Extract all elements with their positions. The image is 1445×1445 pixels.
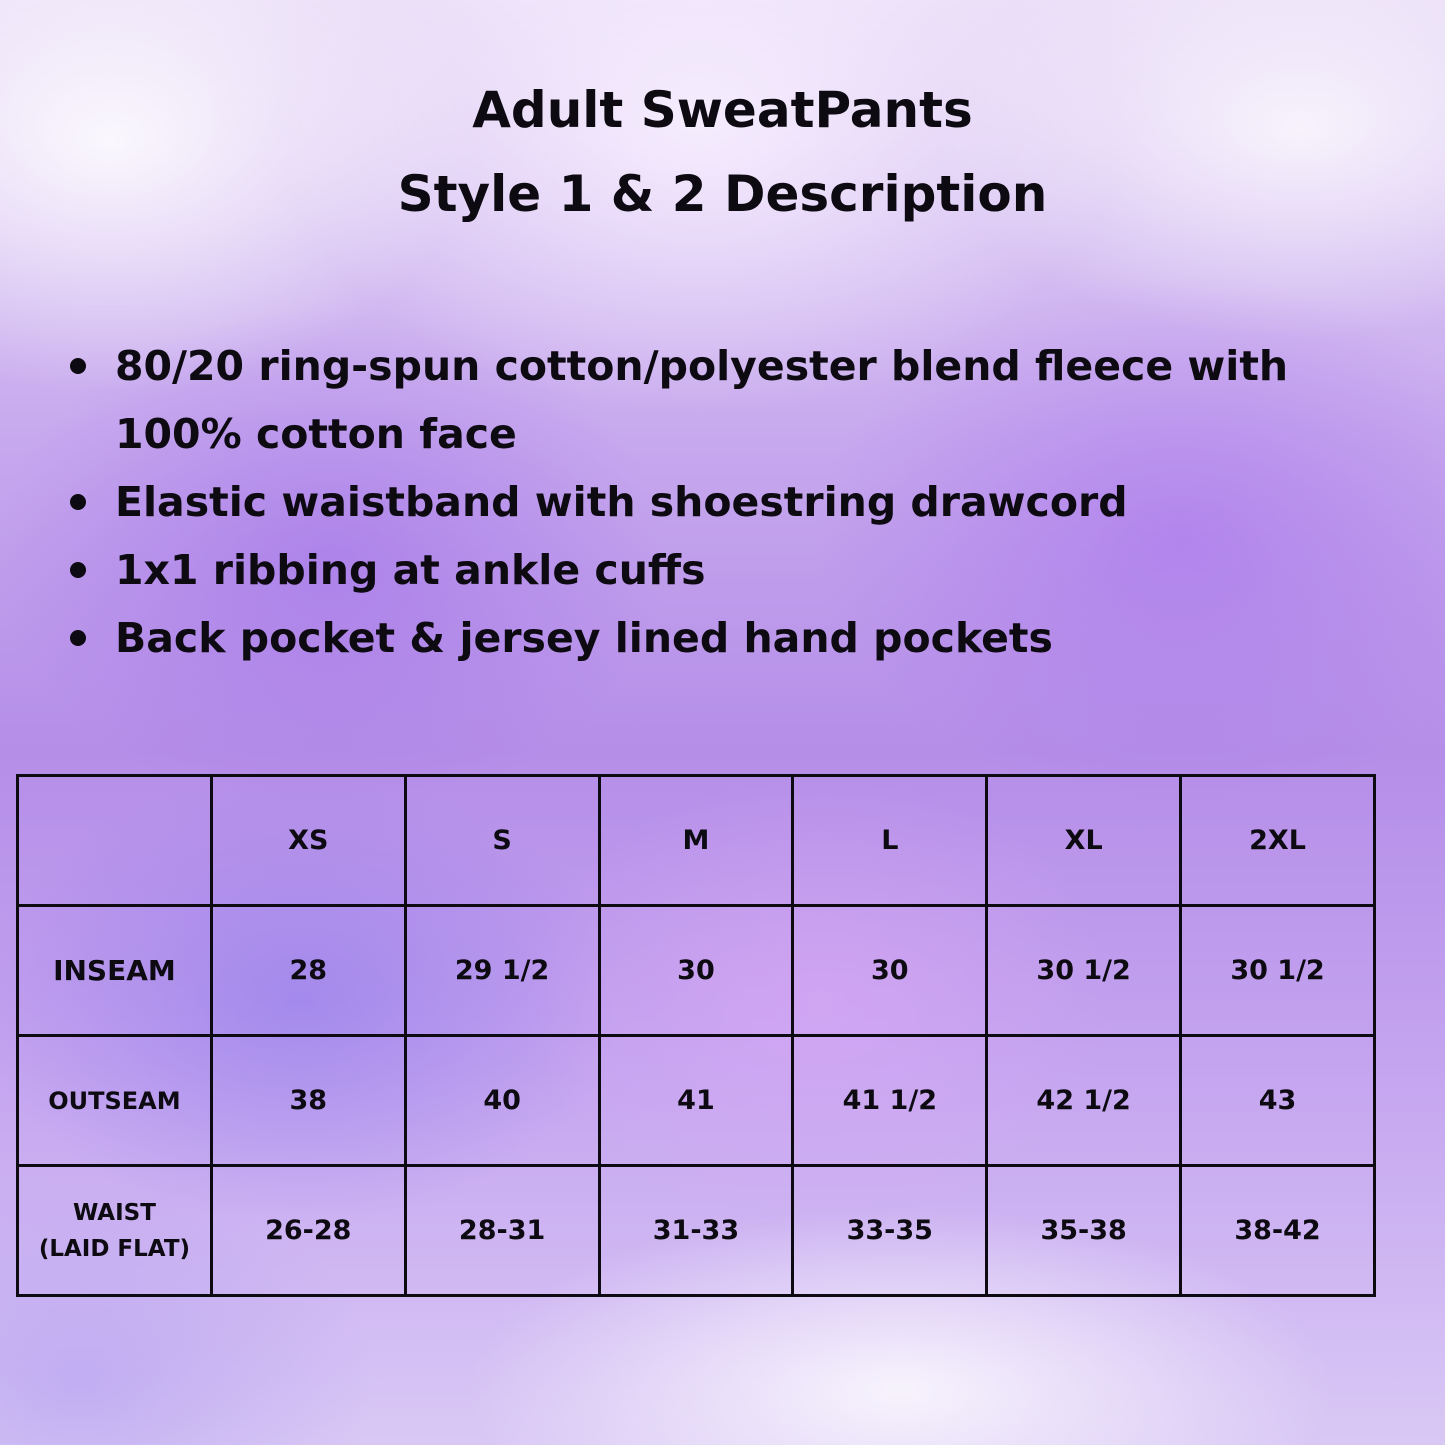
size-header: S xyxy=(405,776,599,906)
size-header: XL xyxy=(987,776,1181,906)
bullet-icon xyxy=(70,494,86,510)
size-header: 2XL xyxy=(1181,776,1375,906)
table-cell: 42 1/2 xyxy=(987,1036,1181,1166)
table-cell: 30 1/2 xyxy=(1181,906,1375,1036)
row-label-waist-line1: WAIST xyxy=(72,1199,156,1226)
table-cell: 30 xyxy=(793,906,987,1036)
table-cell: 38 xyxy=(211,1036,405,1166)
table-cell: 43 xyxy=(1181,1036,1375,1166)
table-cell: 33-35 xyxy=(793,1166,987,1296)
table-row xyxy=(18,1036,1375,1166)
feature-text: 1x1 ribbing at ankle cuffs xyxy=(115,546,706,594)
feature-text: Elastic waistband with shoestring drawcord xyxy=(115,478,1128,526)
size-header: XS xyxy=(211,776,405,906)
bullet-icon xyxy=(70,562,86,578)
table-row xyxy=(18,906,1375,1036)
page-title xyxy=(0,68,1445,236)
title-line-2: Style 1 & 2 Description xyxy=(397,165,1048,223)
size-chart-table xyxy=(16,774,1376,1297)
bullet-icon xyxy=(70,630,86,646)
size-header: M xyxy=(599,776,793,906)
table-cell: 40 xyxy=(405,1036,599,1166)
feature-item xyxy=(70,536,1390,604)
table-cell: 35-38 xyxy=(987,1166,1181,1296)
table-cell: 28-31 xyxy=(405,1166,599,1296)
table-cell: 30 xyxy=(599,906,793,1036)
row-label-waist xyxy=(18,1166,212,1296)
table-cell: 31-33 xyxy=(599,1166,793,1296)
table-cell: 41 1/2 xyxy=(793,1036,987,1166)
feature-item xyxy=(70,604,1390,672)
feature-item xyxy=(70,468,1390,536)
bullet-icon xyxy=(70,358,86,374)
table-cell: 30 1/2 xyxy=(987,906,1181,1036)
row-label-outseam: OUTSEAM xyxy=(18,1036,212,1166)
table-row xyxy=(18,1166,1375,1296)
title-line-1: Adult SweatPants xyxy=(472,81,973,139)
table-cell: 41 xyxy=(599,1036,793,1166)
feature-text: 80/20 ring-spun cotton/polyester blend fleece with 100% cotton face xyxy=(115,342,1289,458)
table-cell: 26-28 xyxy=(211,1166,405,1296)
table-header-row xyxy=(18,776,1375,906)
feature-text: Back pocket & jersey lined hand pockets xyxy=(115,614,1053,662)
feature-list xyxy=(70,332,1390,672)
size-header: L xyxy=(793,776,987,906)
row-label-waist-line2: (LAID FLAT) xyxy=(38,1235,191,1262)
table-cell: 28 xyxy=(211,906,405,1036)
feature-item xyxy=(70,332,1390,468)
table-cell: 29 1/2 xyxy=(405,906,599,1036)
corner-cell xyxy=(18,776,212,906)
row-label-inseam: INSEAM xyxy=(18,906,212,1036)
table-cell: 38-42 xyxy=(1181,1166,1375,1296)
